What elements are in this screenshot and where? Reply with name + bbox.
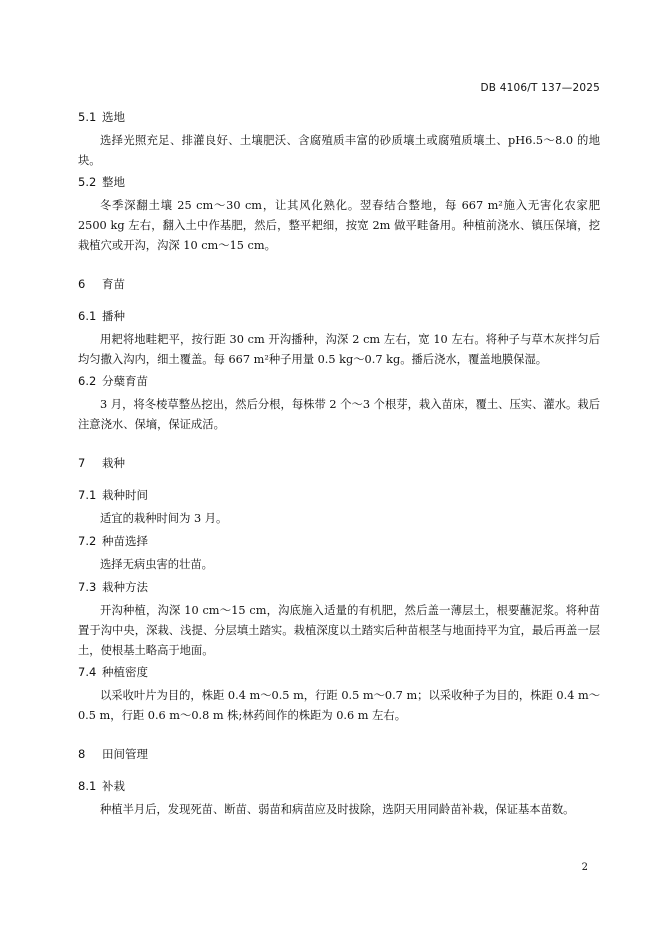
- page-number: 2: [581, 862, 588, 873]
- standard-code: DB 4106/T 137—2025: [480, 82, 600, 94]
- section-number: 5.2: [78, 175, 97, 189]
- section-heading-7-4: [78, 664, 600, 680]
- section-title: 补栽: [102, 779, 125, 793]
- section-heading-8-1: [78, 778, 600, 794]
- section-heading-5-1: [78, 109, 600, 125]
- section-number: 6: [78, 277, 86, 291]
- document-body: [78, 109, 600, 820]
- section-number: 7: [78, 456, 86, 470]
- section-number: 7.2: [78, 534, 97, 548]
- section-number: 6.2: [78, 374, 97, 388]
- section-title: 育苗: [102, 277, 125, 291]
- section-title: 种植密度: [102, 665, 148, 679]
- section-heading-6-2: [78, 373, 600, 389]
- section-heading-7-2: [78, 533, 600, 549]
- section-heading-6: [78, 276, 600, 292]
- section-number: 5.1: [78, 110, 97, 124]
- section-title: 播种: [102, 309, 125, 323]
- section-title: 种苗选择: [102, 534, 148, 548]
- section-number: 8.1: [78, 779, 97, 793]
- paragraph: 冬季深翻土壤 25 cm～30 cm，让其风化熟化。翌春结合整地，每 667 m²施入无害化农家肥 2500 kg 左右，翻入土中作基肥，然后，整平耙细，按宽 2m 做平畦备用。种植前浇水、镇压保墒，挖栽植穴或开沟，沟深 10 cm～15 cm。: [78, 199, 600, 252]
- section-number: 7.1: [78, 488, 97, 502]
- section-number: 6.1: [78, 309, 97, 323]
- paragraph: 适宜的栽种时间为 3 月。: [100, 512, 228, 525]
- section-title: 栽种时间: [102, 488, 148, 502]
- section-heading-7: [78, 455, 600, 471]
- section-title: 选地: [102, 110, 125, 124]
- paragraph: 以采收叶片为目的，株距 0.4 m～0.5 m，行距 0.5 m～0.7 m；以采收种子为目的，株距 0.4 m～0.5 m，行距 0.6 m～0.8 m 株;林药间作的株距为 0.6 m 左右。: [78, 689, 600, 722]
- section-title: 栽种: [102, 456, 125, 470]
- paragraph: 用耙将地畦耙平，按行距 30 cm 开沟播种，沟深 2 cm 左右，宽 10 左右。将种子与草木灰拌匀后均匀撒入沟内，细土覆盖。每 667 m²种子用量 0.5 kg～0.7 kg。播后浇水，覆盖地膜保湿。: [78, 333, 600, 366]
- section-title: 栽种方法: [102, 580, 148, 594]
- paragraph: 选择光照充足、排灌良好、土壤肥沃、含腐殖质丰富的砂质壤土或腐殖质壤土、pH6.5～8.0 的地块。: [78, 134, 600, 167]
- section-title: 田间管理: [102, 747, 148, 761]
- section-heading-7-1: [78, 487, 600, 503]
- section-heading-5-2: [78, 174, 600, 190]
- section-title: 整地: [102, 175, 125, 189]
- section-heading-8: [78, 746, 600, 762]
- section-number: 8: [78, 747, 86, 761]
- section-title: 分蘖育苗: [102, 374, 148, 388]
- section-number: 7.4: [78, 665, 97, 679]
- section-number: 7.3: [78, 580, 97, 594]
- section-heading-6-1: [78, 308, 600, 324]
- section-heading-7-3: [78, 579, 600, 595]
- paragraph: 选择无病虫害的壮苗。: [100, 558, 213, 571]
- paragraph: 开沟种植，沟深 10 cm～15 cm，沟底施入适量的有机肥，然后盖一薄层土，根要蘸泥浆。将种苗置于沟中央，深栽、浅提、分层填土踏实。栽植深度以土踏实后种苗根茎与地面持平为宜，最后再盖一层土，使根基土略高于地面。: [78, 604, 600, 657]
- paragraph: 种植半月后，发现死苗、断苗、弱苗和病苗应及时拔除，选阴天用同龄苗补栽，保证基本苗数。: [100, 803, 575, 816]
- paragraph: 3 月，将冬棱草整丛挖出，然后分根，每株带 2 个～3 个根芽，栽入苗床，覆土、压实、灌水。栽后注意浇水、保墒，保证成活。: [78, 398, 600, 431]
